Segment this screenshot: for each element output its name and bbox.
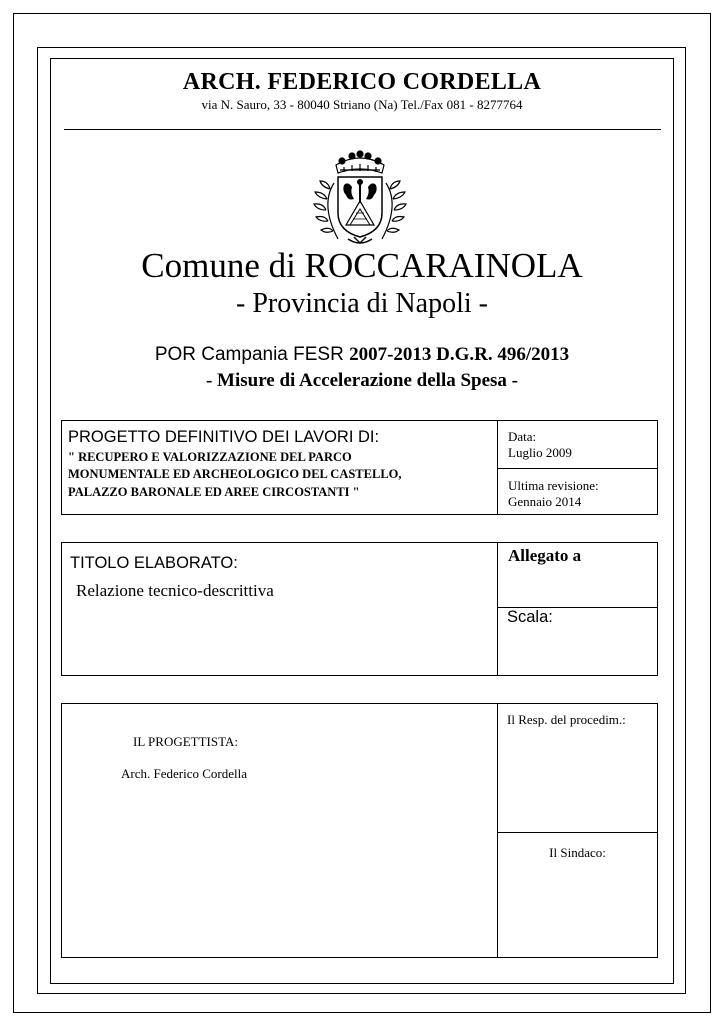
province-name: - Provincia di Napoli -	[236, 288, 488, 319]
attachment-label: Allegato a	[508, 546, 582, 565]
program-line-2: - Misure di Accelerazione della Spesa -	[205, 370, 519, 391]
header-divider	[64, 129, 661, 130]
coat-of-arms-emblem	[300, 143, 420, 249]
project-title-line-1: " RECUPERO E VALORIZZAZIONE DEL PARCO	[68, 450, 352, 464]
designer-name: Arch. Federico Cordella	[121, 766, 247, 781]
revision-value: Gennaio 2014	[508, 494, 582, 509]
program-years-decree: 2007-2013 D.G.R. 496/2013	[349, 344, 570, 365]
mayor-label: Il Sindaco:	[549, 845, 606, 860]
designer-label: IL PROGETTISTA:	[133, 734, 238, 749]
program-fund-name: POR Campania FESR	[154, 344, 350, 365]
project-title-line-2: MONUMENTALE ED ARCHEOLOGICO DEL CASTELLO,	[68, 467, 402, 481]
scale-label: Scala:	[507, 608, 553, 626]
document-title-value: Relazione tecnico-descrittiva	[76, 581, 274, 600]
municipality-name: Comune di ROCCARAINOLA	[141, 246, 583, 285]
signatures-box-divider-h	[497, 832, 658, 833]
revision-label: Ultima revisione:	[508, 478, 599, 493]
manager-label: Il Resp. del procedim.:	[507, 712, 626, 727]
signatures-box-divider-v	[497, 703, 498, 958]
project-box-divider-h	[497, 468, 658, 469]
date-label: Data:	[508, 429, 537, 444]
date-value: Luglio 2009	[508, 445, 572, 460]
project-title-line-3: PALAZZO BARONALE ED AREE CIRCOSTANTI "	[68, 485, 360, 499]
document-box-divider-v	[497, 542, 498, 676]
project-heading: PROGETTO DEFINITIVO DEI LAVORI DI:	[68, 428, 380, 446]
program-line-1	[50, 344, 674, 366]
document-title-label: TITOLO ELABORATO:	[70, 554, 238, 572]
studio-name: ARCH. FEDERICO CORDELLA	[182, 69, 542, 95]
studio-address: via N. Sauro, 33 - 80040 Striano (Na) Tel./Fax 081 - 8277764	[201, 97, 523, 112]
